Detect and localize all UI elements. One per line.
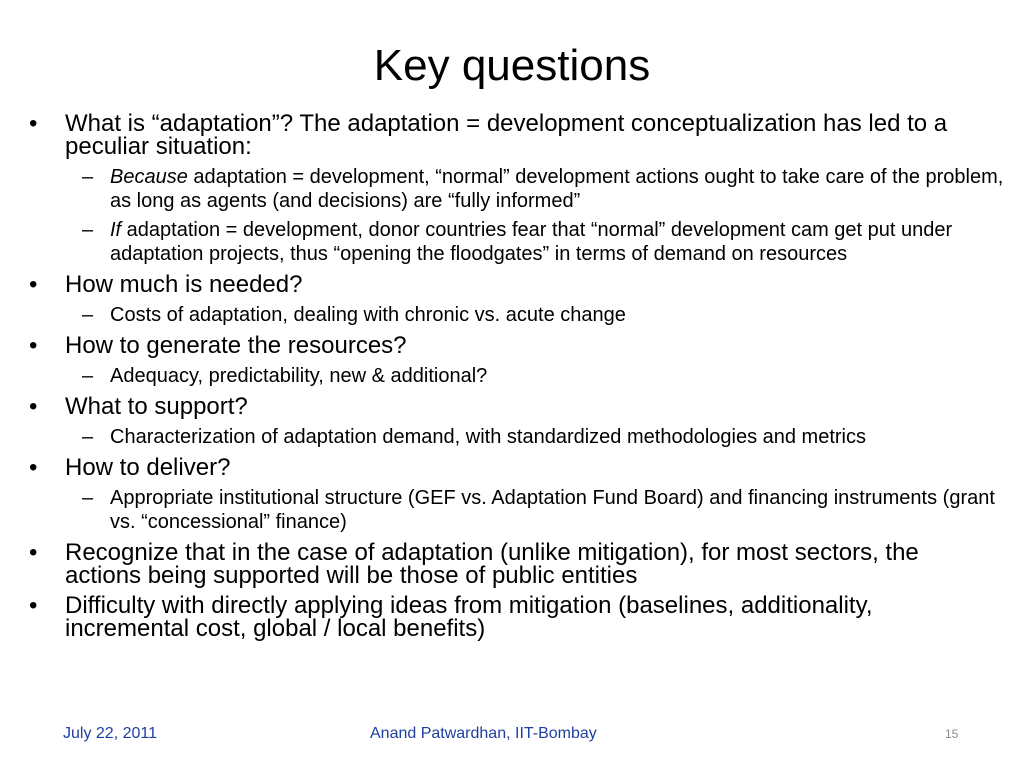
footer-date: July 22, 2011 [63,725,157,742]
bullet-icon: • [29,539,38,566]
bullet-icon: • [29,110,38,137]
page-number: 15 [945,727,959,741]
sub-bullet-text: Appropriate institutional structure (GEF vs. Adaptation Fund Board) and financing instruments (grant vs. “concessional” finance) [110,487,995,533]
bullet-icon: • [29,393,38,420]
bullet-item [0,594,1024,640]
sub-bullet-text: adaptation = development, “normal” development actions ought to take care of the problem, as long as agents (and decisions) are “fully informed” [110,166,1004,212]
slide-title: Key questions [373,41,651,90]
sub-bullet-item [0,303,1024,327]
footer-author: Anand Patwardhan, IIT-Bombay [370,725,597,742]
sub-bullet-item [0,218,1024,266]
sub-bullet-item [0,425,1024,449]
sub-bullet-item [0,486,1024,534]
sub-bullet-emphasis: If [110,219,122,241]
bullet-text: What to support? [65,393,248,420]
sub-bullet-text: adaptation = development, donor countries fear that “normal” development cam get put under adaptation projects, thus “opening the floodgates” in terms of demand on resources [110,219,953,265]
bullet-icon: • [29,332,38,359]
sub-bullet-text: Costs of adaptation, dealing with chronic vs. acute change [110,304,626,326]
bullet-text: How to deliver? [65,454,231,481]
bullet-item [0,456,1024,479]
bullet-item [0,273,1024,296]
sub-bullet-text: Characterization of adaptation demand, with standardized methodologies and metrics [110,426,866,448]
bullet-icon: • [29,271,38,298]
bullet-item [0,395,1024,418]
bullet-item [0,541,1024,587]
bullet-item [0,334,1024,357]
dash-icon: – [82,426,94,448]
bullet-icon: • [29,592,38,619]
sub-bullet-emphasis: Because [110,166,188,188]
bullet-text: How to generate the resources? [65,332,407,359]
dash-icon: – [82,304,94,326]
bullet-list [0,112,1024,640]
bullet-text: Difficulty with directly applying ideas from mitigation (baselines, additionality, incremental cost, global / local benefits) [65,592,873,642]
dash-icon: – [82,166,94,188]
bullet-item [0,112,1024,158]
sub-bullet-text: Adequacy, predictability, new & additional? [110,365,488,387]
bullet-text: Recognize that in the case of adaptation (unlike mitigation), for most sectors, the actions being supported will be those of public entities [65,539,919,589]
dash-icon: – [82,219,94,241]
bullet-text: What is “adaptation”? The adaptation = development conceptualization has led to a peculiar situation: [65,110,948,160]
dash-icon: – [82,365,94,387]
bullet-text: How much is needed? [65,271,303,298]
sub-bullet-item [0,364,1024,388]
dash-icon: – [82,487,94,509]
sub-bullet-item [0,165,1024,213]
bullet-icon: • [29,454,38,481]
